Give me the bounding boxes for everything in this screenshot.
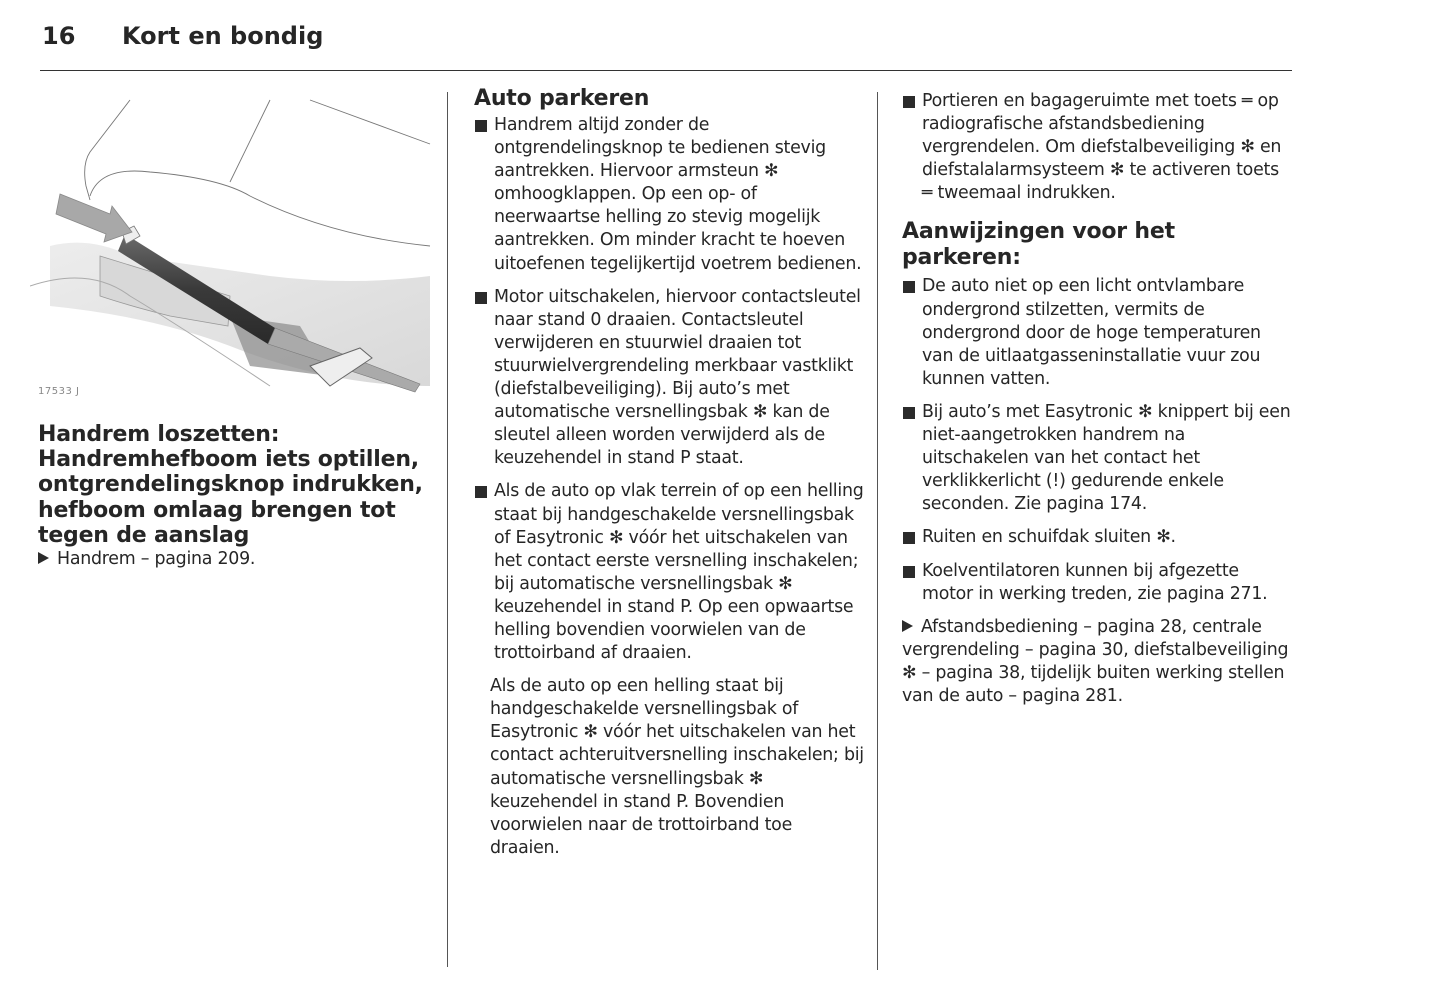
page-reference xyxy=(38,548,438,571)
figure-code: 17533 J xyxy=(38,386,80,397)
column-divider-2 xyxy=(877,92,878,970)
parking-heading: Auto parkeren xyxy=(474,86,650,111)
right-column xyxy=(902,90,1294,708)
arrow-right-icon xyxy=(38,552,49,564)
bullet-square-icon xyxy=(903,281,915,293)
heading-line: tegen de aanslag xyxy=(38,522,250,548)
list-item xyxy=(902,90,1294,205)
list-item-text: Bij auto’s met Easytronic ✻ knippert bij een niet-aangetrokken handrem na uitschakelen van het contact het verklikkerlicht (!) gedurende enkele seconden. Zie pagina 174. xyxy=(922,401,1291,515)
page-number: 16 xyxy=(42,22,76,50)
bullet-square-icon xyxy=(903,96,915,108)
bullet-square-icon xyxy=(475,120,487,132)
list-item-text: Ruiten en schuifdak sluiten ✻. xyxy=(922,527,1176,548)
column-divider-1 xyxy=(447,92,448,967)
list-item-text: De auto niet op een licht ontvlambare ondergrond stilzetten, vermits de ondergrond door de hoge temperaturen van de uitlaatgasseninstallatie vuur zou kunnen vatten. xyxy=(922,276,1261,389)
list-item xyxy=(902,275,1294,390)
page-title: Kort en bondig xyxy=(122,22,324,50)
left-column xyxy=(38,422,438,571)
list-item xyxy=(474,286,866,471)
header-rule xyxy=(40,70,1292,71)
list-item-text: Motor uitschakelen, hiervoor contactsleutel naar stand 0 draaien. Contactsleutel verwijderen en stuurwiel draaien tot stuurwielvergrendeling merkbaar vastklikt (diefstalbeveiliging). Bij auto’s met automatische versnellingsbak ✻ kan de sleutel alleen worden verwijderd als de keuzehendel in stand P staat. xyxy=(494,286,861,469)
heading-line: Handremhefboom iets optillen, xyxy=(38,447,419,473)
bullet-square-icon xyxy=(475,486,487,498)
list-item xyxy=(474,480,866,665)
arrow-right-icon xyxy=(902,620,913,632)
parking-tips-heading: Aanwijzingen voor het parkeren: xyxy=(902,219,1175,271)
reference-text: Afstandsbediening – pagina 28, centrale vergrendeling – pagina 30, diefstalbeveiliging ✻ – pagina 38, tijdelijk buiten werking stellen van de auto – pagina 281. xyxy=(902,616,1289,706)
paragraph: Als de auto op een helling staat bij handgeschakelde versnellingsbak of Easytronic ✻ vóór het uitschakelen van het contact achteruitversnelling inschakelen; bij automatische versnellingsbak ✻ keuzehendel in stand P. Bovendien voorwielen naar de trottoirband toe draaien. xyxy=(490,676,864,858)
list-item xyxy=(902,526,1294,549)
list-item-text: Als de auto op vlak terrein of op een helling staat bij handgeschakelde versnellingsbak of Easytronic ✻ vóór het uitschakelen van het contact eerste versnelling inschakelen; bij automatische versnellingsbak ✻ keuzehendel in stand P. Op een opwaartse helling bovendien voorwielen van de trottoirband af draaien. xyxy=(494,481,864,664)
heading-line: hefboom omlaag brengen tot xyxy=(38,497,396,523)
bullet-square-icon xyxy=(903,566,915,578)
bullet-square-icon xyxy=(475,292,487,304)
reference-text: Handrem – pagina 209. xyxy=(57,549,256,570)
bullet-square-icon xyxy=(903,407,915,419)
release-handbrake-heading xyxy=(38,422,438,548)
list-item-text: Portieren en bagageruimte met toets ═ op radiografische afstandsbediening vergrendelen. Om diefstalbeveiliging ✻ en diefstalalarmsysteem ✻ te activeren toets ═ tweemaal indrukken. xyxy=(922,91,1282,204)
bullet-square-icon xyxy=(903,532,915,544)
list-item-text: Koelventilatoren kunnen bij afgezette motor in werking treden, zie pagina 271. xyxy=(922,560,1268,604)
list-item xyxy=(474,114,866,276)
heading-line: Handrem loszetten: xyxy=(38,422,280,447)
handbrake-illustration xyxy=(30,86,440,396)
list-item-text: Handrem altijd zonder de ontgrendelingsknop te bedienen stevig aantrekken. Hiervoor armsteun ✻ omhoogklappen. Op een op- of neerwaartse helling zo stevig mogelijk aantrekken. Om minder kracht te hoeven uitoefenen tegelijkertijd voetrem bedienen. xyxy=(494,115,862,274)
middle-column xyxy=(474,86,866,870)
page-references xyxy=(902,616,1294,708)
list-item xyxy=(902,560,1294,606)
list-item xyxy=(902,401,1294,516)
heading-line: ontgrendelingsknop indrukken, xyxy=(38,472,423,498)
